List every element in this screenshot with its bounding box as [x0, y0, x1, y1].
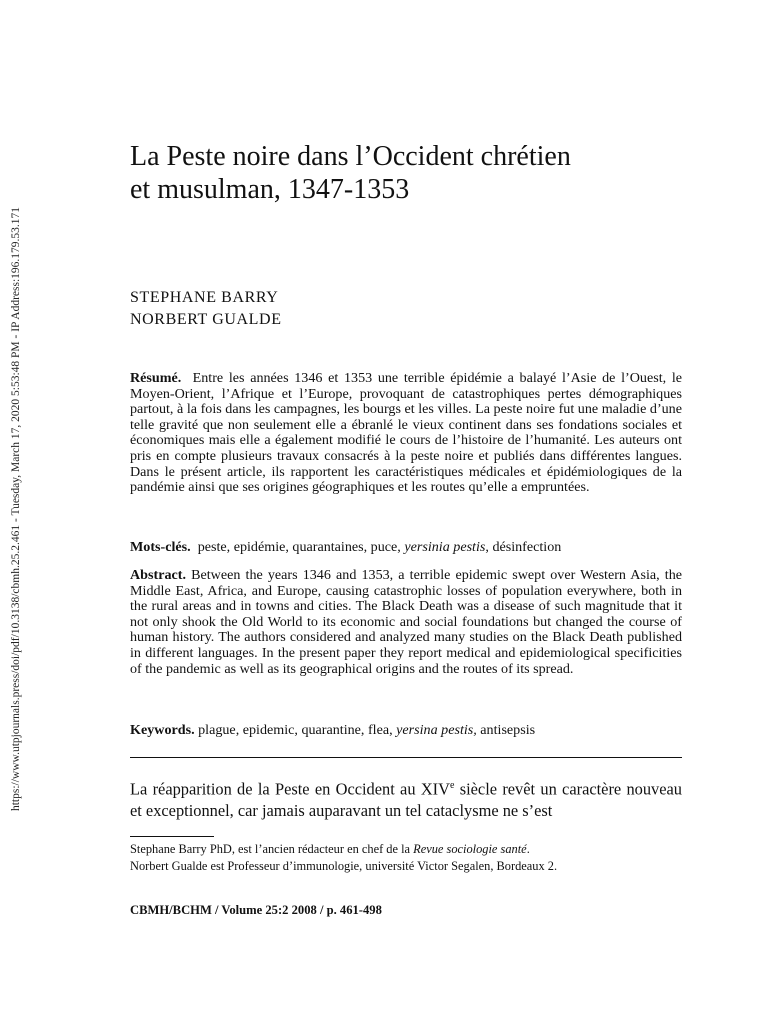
- title-line-1: La Peste noire dans l’Occident chrétien: [130, 141, 571, 172]
- author-1: STEPHANE BARRY: [130, 289, 279, 306]
- keywords-after: antisepsis: [476, 722, 536, 738]
- abstract-text: Between the years 1346 and 1353, a terrible epidemic swept over Western Asia, the Middle East, Africa, and Europe, causing catastrophic losses of population everywhere, both in the rural areas and in towns and cities. The Black Death was a disease of such magnitude that it not only shook the Old World to its economic and social foundations but changed the course of human history. The authors considered and analyzed many studies on the Black Death published in different languages. In the present paper they report medical and epidemiological specificities of the pandemic as well as its geographical origins and the routes of its spread.: [130, 567, 682, 677]
- section-divider: [130, 757, 682, 758]
- download-watermark: https://www.utpjournals.press/doi/pdf/10.3138/cbmh.25.2.461 - Tuesday, March 17, 2020 5:53:48 PM - IP Address:196.179.53.171: [10, 206, 22, 812]
- title-line-2: et musulman, 1347-1353: [130, 174, 410, 205]
- keywords-text: plague, epidemic, quarantine, flea,: [198, 722, 393, 738]
- abstract-paragraph: [130, 568, 682, 677]
- motscles-paragraph: [130, 540, 682, 556]
- author-2: NORBERT GUALDE: [130, 311, 282, 328]
- footnote-1-text: Stephane Barry PhD, est l’ancien rédacteur en chef de la: [130, 842, 414, 856]
- resume-text: Entre les années 1346 et 1353 une terrible épidémie a balayé l’Asie de l’Ouest, le Moyen-Orient, l’Afrique et l’Europe, provoquant de catastrophiques pertes démographiques partout, à la fois dans les campagnes, les bourgs et les villes. La peste noire fut une maladie d’une telle gravité que non seulement elle a ébranlé le vieux continent dans ses fondations sociales et économiques mais elle a également modifié le cours de l’histoire de l’humanité. Les auteurs ont pris en compte plusieurs travaux consacrés à la peste noire et publiés dans différentes langues. Dans le présent article, ils rapportent les caractéristiques médicales et épidémiologiques de la pandémie ainsi que ses origines géographiques et les routes qu’elle a empruntées.: [130, 370, 682, 496]
- journal-citation: CBMH/BCHM / Volume 25:2 2008 / p. 461-498: [130, 903, 382, 917]
- body-text-rest: siècle revêt un caractère nouveau et exceptionnel, car jamais auparavant un tel cataclysme ne s’est: [130, 779, 683, 821]
- body-text-start: La réapparition de la Peste en Occident au XIV: [130, 779, 450, 799]
- footnote-1-end: .: [526, 842, 530, 856]
- motscles-text: peste, epidémie, quarantaines, puce,: [197, 539, 401, 555]
- motscles-after: , désinfection: [485, 539, 562, 555]
- footnote-divider: [130, 836, 214, 837]
- resume-label: Résumé.: [130, 370, 182, 386]
- article-title: [130, 140, 690, 206]
- keywords-paragraph: [130, 723, 682, 739]
- footnote-2: Norbert Gualde est Professeur d’immunologie, université Victor Segalen, Bordeaux 2.: [130, 859, 558, 873]
- motscles-label: Mots-clés.: [130, 539, 191, 555]
- abstract-label: Abstract.: [130, 567, 186, 583]
- resume-paragraph: [130, 371, 682, 496]
- keywords-italic: yersina pestis,: [396, 722, 477, 738]
- keywords-label: Keywords.: [130, 722, 195, 738]
- century-superscript: e: [449, 780, 455, 791]
- motscles-italic: yersinia pestis: [404, 539, 486, 555]
- footnote-1-journal: Revue sociologie santé: [413, 842, 527, 856]
- body-paragraph: [130, 775, 682, 822]
- footnote-1: [130, 842, 530, 857]
